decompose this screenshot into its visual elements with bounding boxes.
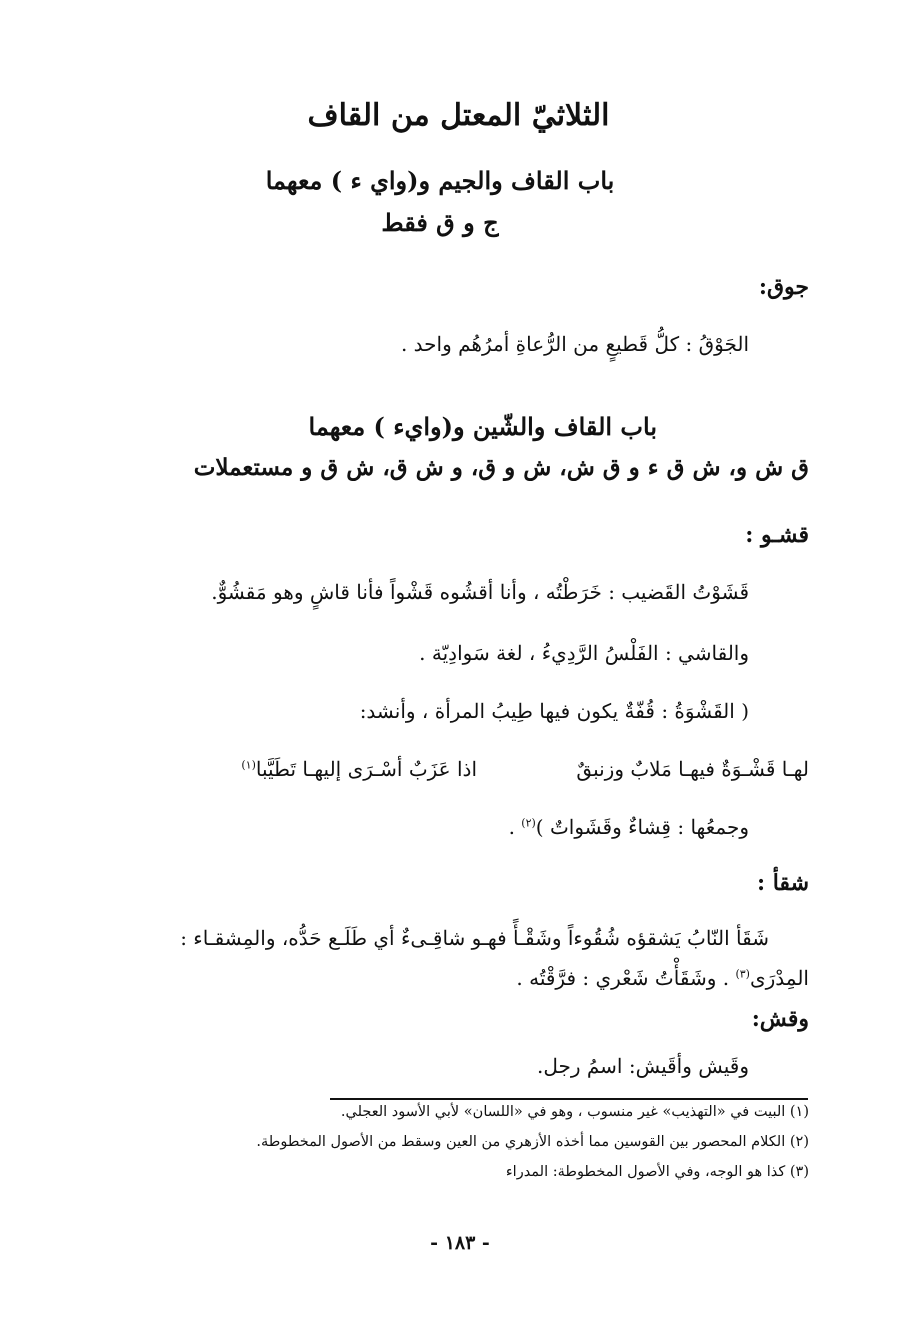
footnote-1: (١) البيت في «التهذيب» غير منسوب ، وهو في «اللسان» لأبي الأسود العجلي.: [340, 1104, 809, 1120]
section1-subheading: ج و ق فقط: [381, 208, 499, 237]
page-number: - ١٨٣ -: [430, 1232, 490, 1254]
entry-qshw-line-4: [509, 815, 749, 839]
headword-shqa: شقأ :: [756, 870, 809, 896]
verse-first-hemistich: لهـا قَشْـوَةٌ فيهـا مَلابٌ وزنبقٌ: [576, 757, 809, 781]
entry-qshw-line-2: والقاشي : الفَلْسُ الرَّدِيءُ ، لغة سَوادِيّة .: [419, 641, 749, 665]
section2-heading: باب القاف والشّين و(وايء ) معهما: [308, 412, 657, 441]
plural-end: .: [508, 815, 522, 839]
entry-qshw-line-1: قَشَوْتُ القَضيب : خَرَطْتُه ، وأنا أقشُوه قَشْواً فأنا قاشٍ وهو مَقشُوٌّ.: [211, 580, 749, 604]
shqa-end-text: . وشَقَأْتُ شَعْري : فرَّقْتُه .: [516, 966, 736, 990]
entry-qshw-line-3: ( القَشْوَةُ : قُفّةٌ يكون فيها طِيبُ المرأة ، وأنشد:: [359, 699, 749, 723]
headword-qshw: قشـو :: [745, 522, 809, 548]
footnote-ref-2: (٢): [521, 816, 536, 830]
footnote-3: (٣) كذا هو الوجه، وفي الأصول المخطوطة: المدراء: [505, 1164, 809, 1180]
plural-text: وجمعُها : قِشاءٌ وقَشَواتٌ ): [535, 815, 749, 839]
midra-text: المِدْرَى: [749, 966, 809, 990]
headword-jwq: جوق:: [758, 274, 809, 300]
verse-second-text: اذا عَزَبٌ أسْـرَى إليهـا تَطَيَّبا: [255, 757, 477, 781]
entry-jwq-line-1: الجَوْقُ : كلُّ قَطيعٍ من الرُّعاةِ أمرُهُم واحد .: [400, 332, 749, 356]
entry-wqsh-line-1: وقَيش وأقَيش: اسمُ رجل.: [536, 1054, 749, 1078]
section1-heading: باب القاف والجيم و(واي ء ) معهما: [265, 166, 615, 195]
entry-shqa-line-1: شَقَأ النّابُ يَشقؤه شُقُوءاً وشَقْـأً فهـو شاقِـىءٌ أي طَلَـع حَدُّه، والمِشقـاء :: [180, 926, 769, 950]
verse-second-hemistich: [241, 757, 477, 781]
footnote-ref-1: (١): [241, 758, 256, 772]
entry-shqa-line-2: [516, 966, 809, 990]
chapter-title-text: الثلاثيّ المعتل من القاف: [307, 98, 610, 133]
chapter-title: [0, 98, 917, 133]
footnote-2: (٢) الكلام المحصور بين القوسين مما أخذه الأزهري من العين وسقط من الأصول المخطوطة.: [256, 1134, 809, 1150]
headword-wqsh: وقش:: [751, 1006, 809, 1032]
footnote-ref-3: (٣): [735, 967, 750, 981]
footnote-separator: [330, 1098, 808, 1100]
section2-subheading: ق ش و، ش ق ء و ق ش، ش و ق، و ش ق، ش ق و مستعملات: [193, 454, 809, 481]
